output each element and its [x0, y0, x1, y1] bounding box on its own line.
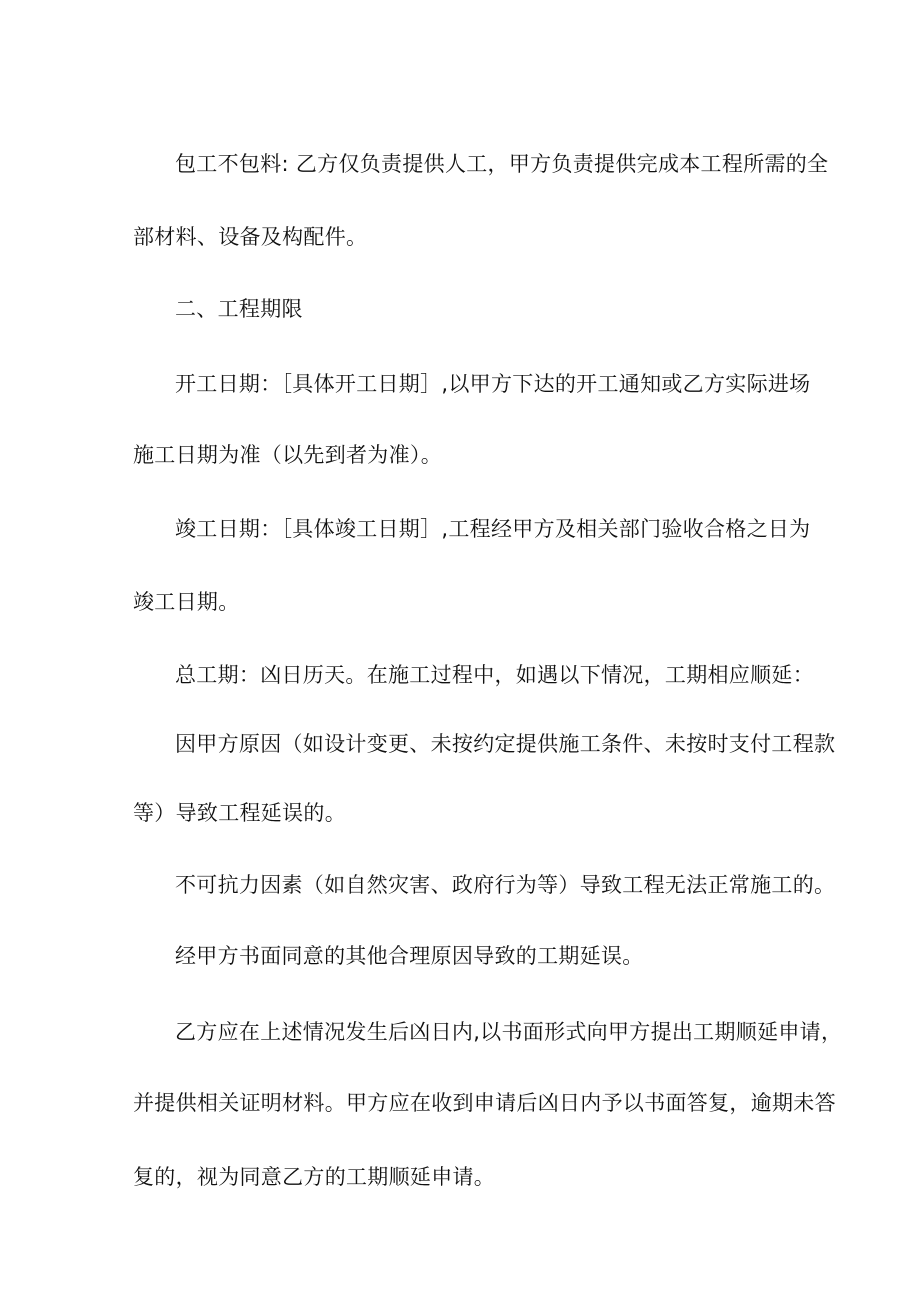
- paragraph-force-majeure: 不可抗力因素（如自然灾害、政府行为等）导致工程无法正常施工的。: [175, 873, 836, 897]
- paragraph-owner-cause-line-1: 因甲方原因（如设计变更、未按约定提供施工条件、未按时支付工程款: [175, 732, 836, 756]
- paragraph-start-date-line-2: 施工日期为准（以先到者为准）。: [133, 443, 442, 467]
- paragraph-start-date-line-1: 开工日期：［具体开工日期］,以甲方下达的开工通知或乙方实际进场: [175, 372, 811, 396]
- paragraph-total-period: 总工期：凶日历天。在施工过程中，如遇以下情况，工期相应顺延：: [175, 663, 814, 687]
- paragraph-labor-only-line-1: 包工不包料: 乙方仅负责提供人工，甲方负责提供完成本工程所需的全: [175, 152, 829, 176]
- paragraph-completion-date-line-2: 竣工日期。: [133, 590, 240, 614]
- paragraph-extension-request-line-1: 乙方应在上述情况发生后凶日内,以书面形式向甲方提出工期顺延申请，: [175, 1020, 843, 1044]
- paragraph-owner-cause-line-2: 等）导致工程延误的。: [133, 801, 346, 825]
- paragraph-completion-date-line-1: 竣工日期：［具体竣工日期］,工程经甲方及相关部门验收合格之日为: [175, 517, 811, 541]
- paragraph-extension-request-line-3: 复的，视为同意乙方的工期顺延申请。: [133, 1165, 496, 1189]
- paragraph-extension-request-line-2: 并提供相关证明材料。甲方应在收到申请后凶日内予以书面答复，逾期未答: [133, 1091, 836, 1115]
- paragraph-labor-only-line-2: 部材料、设备及构配件。: [133, 225, 368, 249]
- paragraph-other-reasons: 经甲方书面同意的其他合理原因导致的工期延误。: [175, 944, 644, 968]
- section-heading-project-period: 二、工程期限: [175, 297, 303, 321]
